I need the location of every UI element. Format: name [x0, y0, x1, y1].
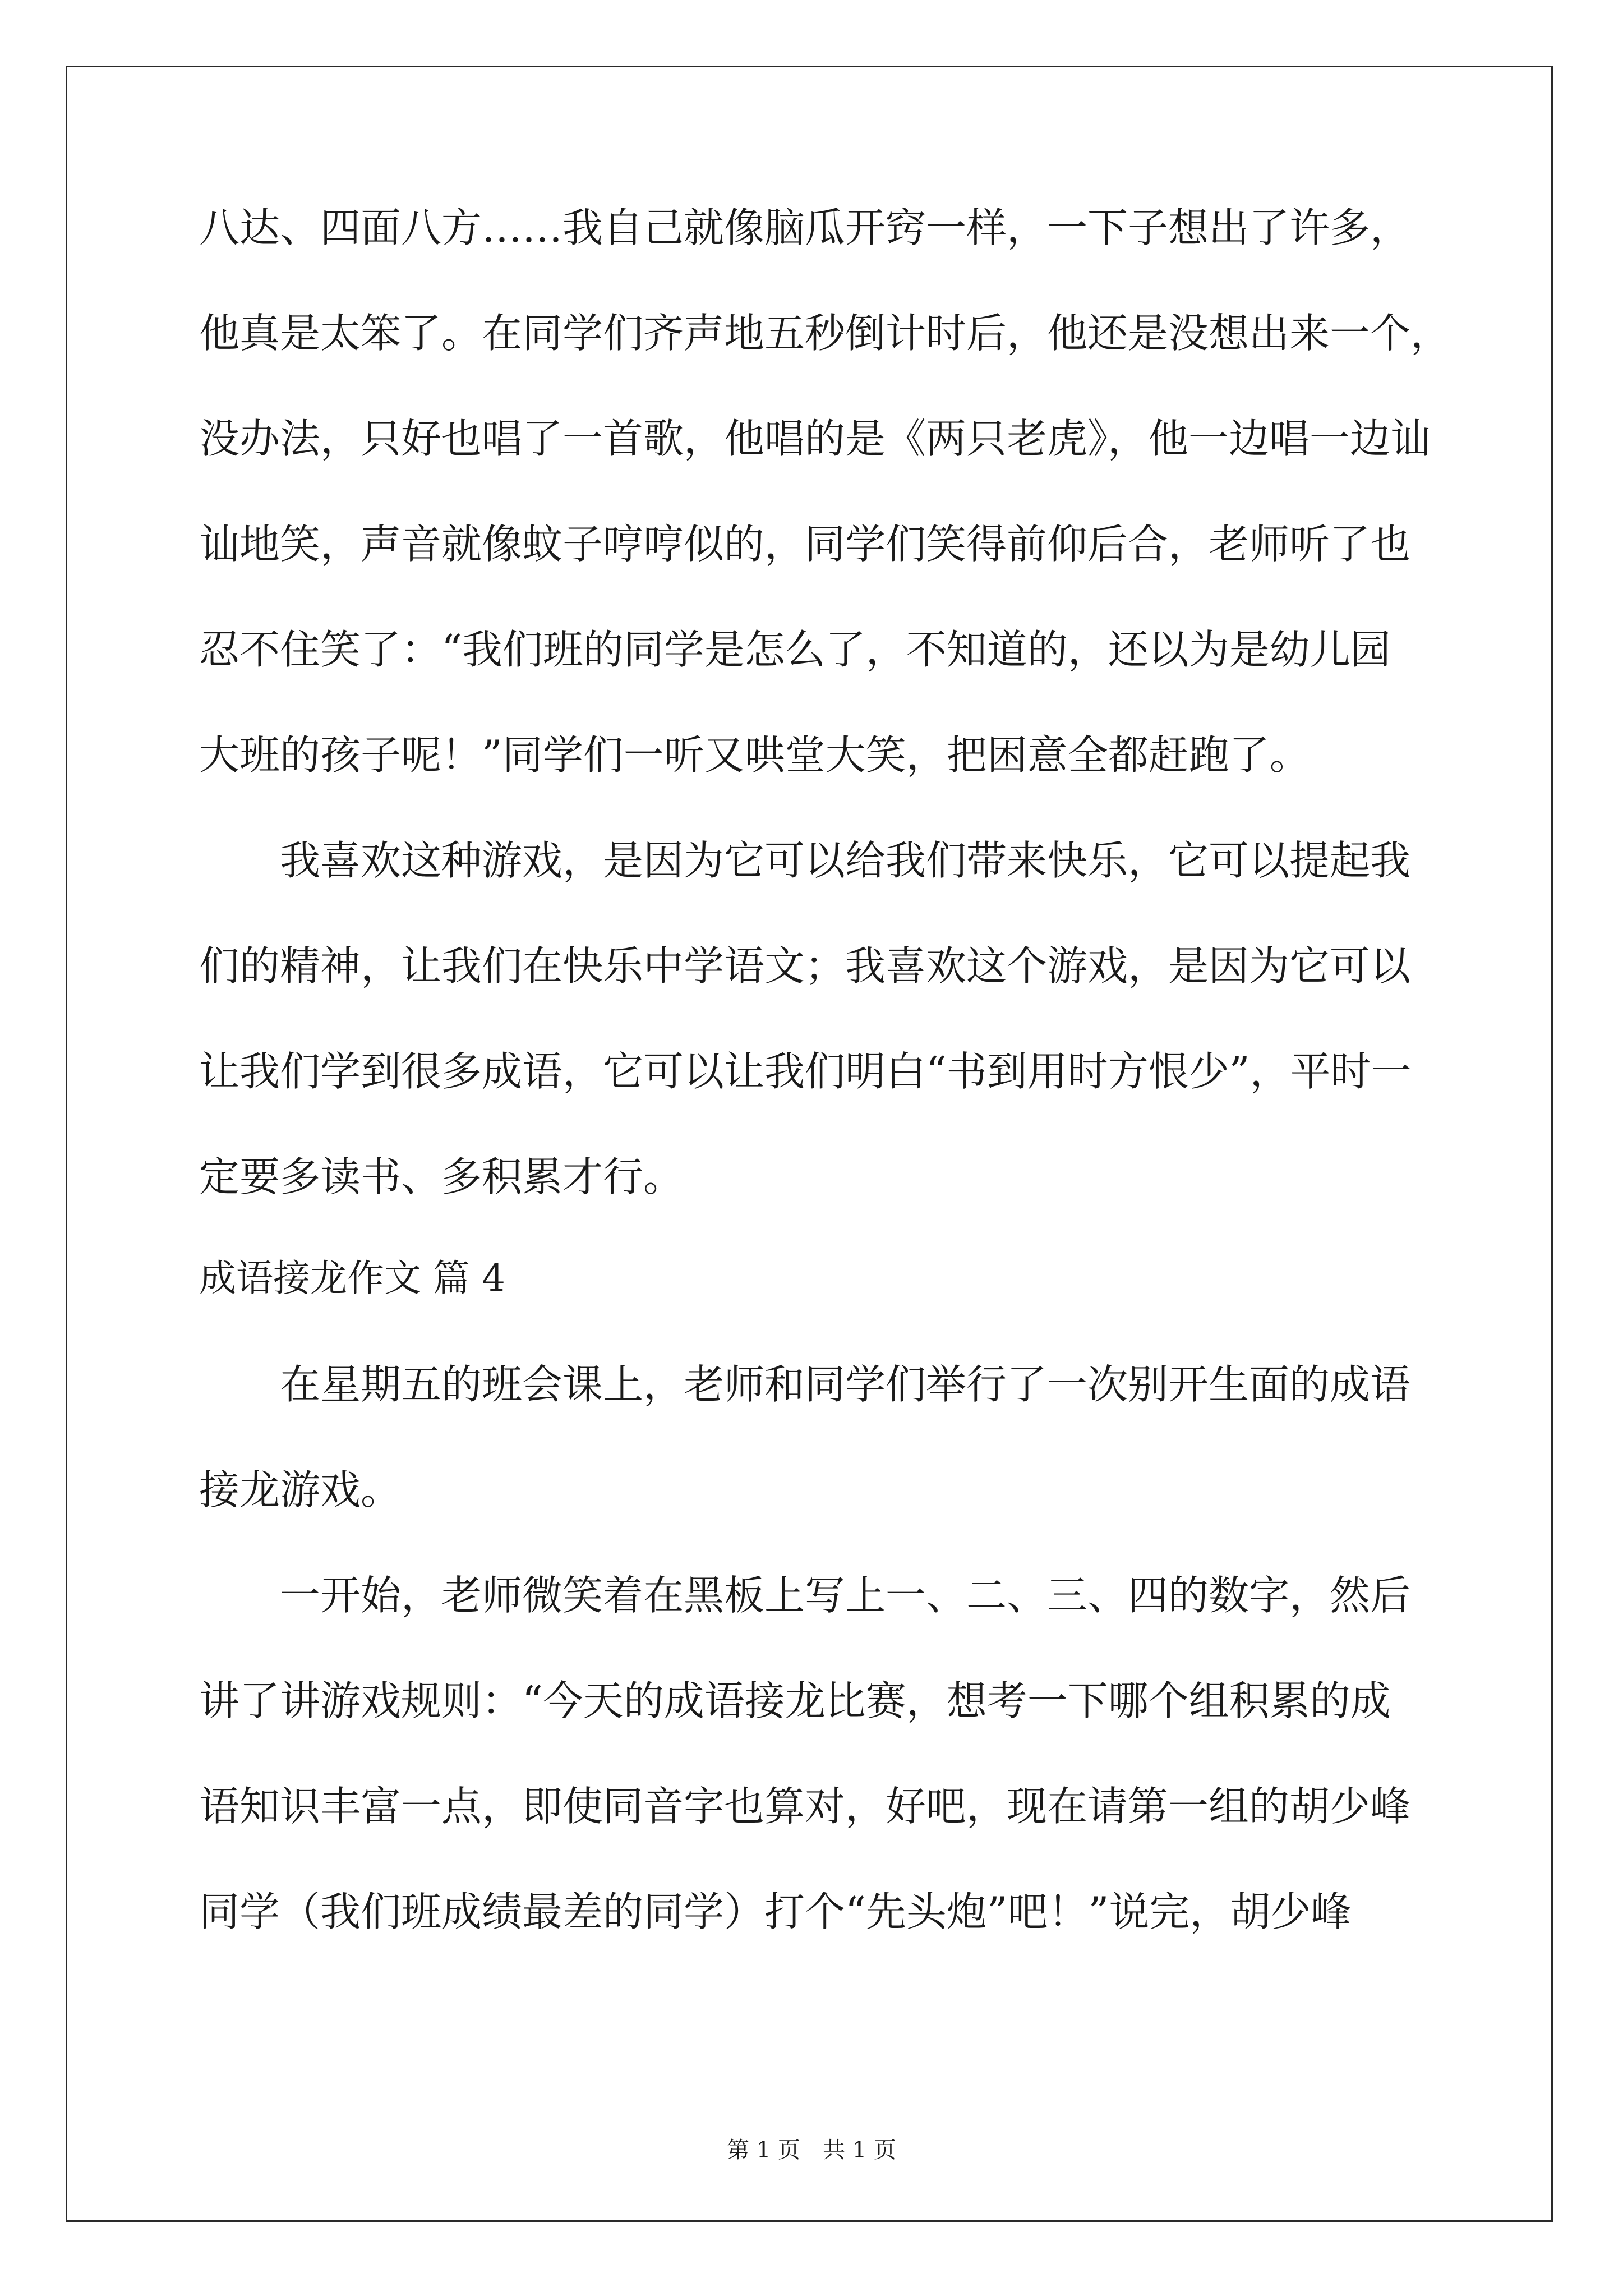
page-footer: 第 1 页 共 1 页: [727, 2137, 896, 2163]
text-line: 讲了讲游戏规则：“今天的成语接龙比赛，想考一下哪个组积累的成: [199, 1677, 1391, 1724]
text-line: 让我们学到很多成语，它可以让我们明白“书到用时方恨少”，平时一: [199, 1048, 1412, 1095]
text-line: 语知识丰富一点，即使同音字也算对，好吧，现在请第一组的胡少峰: [199, 1783, 1411, 1830]
text-line: 同学（我们班成绩最差的同学）打个“先头炮”吧！”说完，胡少峰: [199, 1888, 1352, 1935]
paragraph-start-line: 一开始，老师微笑着在黑板上写上一、二、三、四的数字，然后: [280, 1572, 1411, 1619]
section-heading: 成语接龙作文 篇 4: [199, 1257, 505, 1300]
text-line: 定要多读书、多积累才行。: [199, 1153, 684, 1200]
text-line: 讪地笑，声音就像蚊子哼哼似的，同学们笑得前仰后合，老师听了也: [199, 521, 1411, 568]
paragraph-start-line: 在星期五的班会课上，老师和同学们举行了一次别开生面的成语: [280, 1361, 1411, 1408]
text-line: 他真是太笨了。在同学们齐声地五秒倒计时后，他还是没想出来一个，: [199, 310, 1451, 357]
text-line: 大班的孩子呢！”同学们一听又哄堂大笑，把困意全都赶跑了。: [199, 731, 1310, 779]
text-line: 八达、四面八方……我自己就像脑瓜开窍一样，一下子想出了许多，: [199, 204, 1411, 251]
text-line: 们的精神，让我们在快乐中学语文；我喜欢这个游戏，是因为它可以: [199, 942, 1411, 990]
text-line: 接龙游戏。: [199, 1466, 402, 1513]
text-line: 没办法，只好也唱了一首歌，他唱的是《两只老虎》，他一边唱一边讪: [199, 415, 1431, 462]
paragraph-start-line: 我喜欢这种游戏，是因为它可以给我们带来快乐，它可以提起我: [280, 837, 1411, 884]
text-line: 忍不住笑了：“我们班的同学是怎么了，不知道的，还以为是幼儿园: [199, 626, 1391, 673]
document-body: [199, 204, 1451, 1997]
